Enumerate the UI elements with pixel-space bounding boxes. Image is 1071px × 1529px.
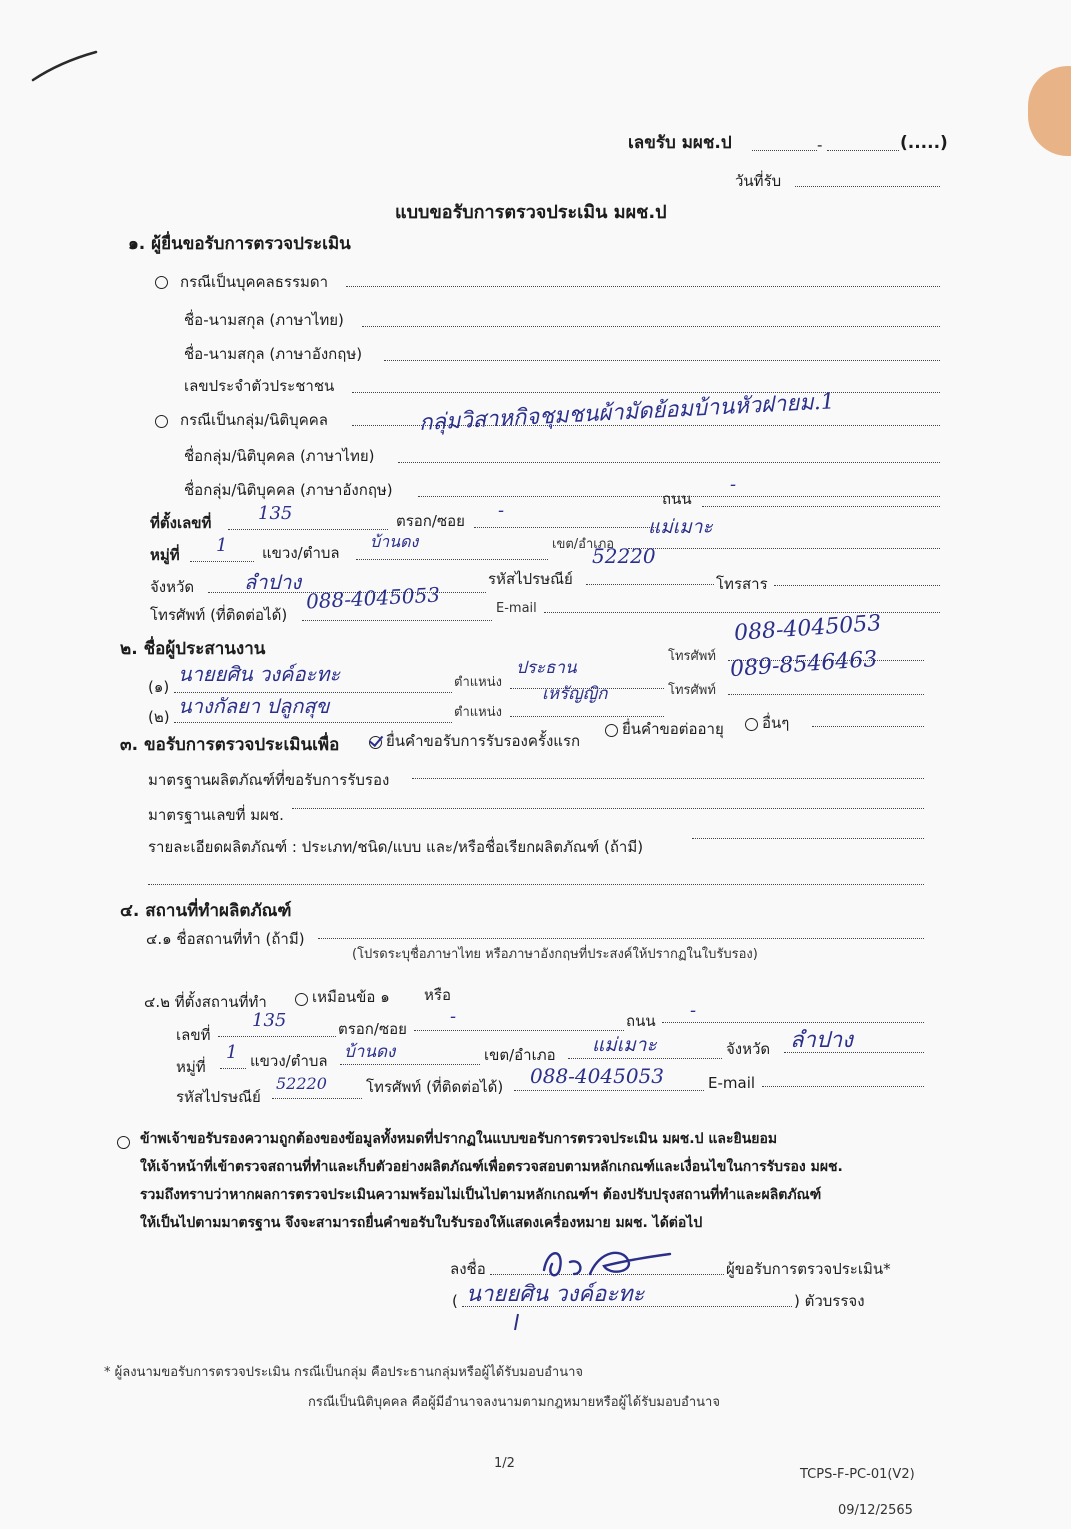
declaration-line-1: ข้าพเจ้าขอรับรองความถูกต้องของข้อมูลทั้งหมดที่ปรากฏในแบบขอรับการตรวจประเมิน มผช.ป และยินยอม — [140, 1131, 778, 1147]
detail-field-extra[interactable] — [148, 884, 924, 885]
phone-value: 088-4045053 — [305, 582, 441, 614]
coord1-position: ประธาน — [516, 658, 577, 678]
loc-moo-value: 1 — [226, 1042, 238, 1063]
group-th-value: กลุ่มวิสาหกิจชุมชนผ้ามัดย้อมบ้านหัวฝายม.1 — [418, 389, 836, 437]
loc-postcode-label: รหัสไปรษณีย์ — [176, 1088, 261, 1106]
received-date-label: วันที่รับ — [735, 172, 782, 190]
section3-heading: ๓. ขอรับการตรวจประเมินเพื่อ — [120, 735, 340, 755]
standard-field[interactable] — [412, 778, 924, 779]
tambon-label: แขวง/ตำบล — [262, 544, 340, 562]
section1-heading: ๑. ผู้ยื่นขอรับการตรวจประเมิน — [128, 234, 351, 254]
coord1-phone-label: โทรศัพท์ — [668, 649, 716, 664]
loc-soi-label: ตรอก/ซอย — [338, 1020, 407, 1038]
sign-open-paren: ( — [452, 1292, 458, 1310]
loc-province-label: จังหวัด — [726, 1040, 771, 1058]
sign-close-paren: ) ตัวบรรจง — [794, 1292, 865, 1310]
loc-tambon-label: แขวง/ตำบล — [250, 1052, 328, 1070]
renewal-label: ยื่นคำขอต่ออายุ — [622, 720, 724, 738]
name-th-field[interactable] — [362, 326, 940, 327]
pen-tick — [512, 1312, 522, 1332]
person-radio[interactable] — [155, 276, 168, 289]
name-en-field[interactable] — [384, 360, 940, 361]
declaration-line-4: ให้เป็นไปตามมาตรฐาน จึงจะสามารถยื่นคำขอรับใบรับรองให้แสดงเครื่องหมาย มผช. ได้ต่อไป — [140, 1215, 703, 1231]
or-label: หรือ — [424, 986, 451, 1004]
other-label: อื่นๆ — [762, 714, 790, 732]
section4-heading: ๔. สถานที่ทำผลิตภัณฑ์ — [120, 901, 292, 921]
address-no-value: 135 — [258, 503, 293, 524]
pen-mark — [30, 48, 100, 88]
soi-label: ตรอก/ซอย — [396, 512, 465, 530]
standard-no-label: มาตรฐานเลขที่ มผช. — [148, 806, 284, 824]
loc-phone-label: โทรศัพท์ (ที่ติดต่อได้) — [366, 1078, 504, 1096]
tambon-value: บ้านดง — [370, 532, 419, 551]
loc-road-value: - — [690, 1000, 697, 1021]
footnote-line-1: * ผู้ลงนามขอรับการตรวจประเมิน กรณีเป็นกลุ่ม คือประธานกลุ่มหรือผู้ได้รับมอบอำนาจ — [104, 1365, 584, 1380]
loc-phone-value: 088-4045053 — [530, 1064, 665, 1088]
sign-label: ลงชื่อ — [450, 1260, 486, 1278]
name-th-label: ชื่อ-นามสกุล (ภาษาไทย) — [184, 311, 344, 329]
coord1-index: (๑) — [148, 678, 170, 696]
loc-moo-label: หมู่ที่ — [176, 1058, 206, 1076]
other-radio[interactable] — [745, 718, 758, 731]
loc-no-label: เลขที่ — [176, 1026, 211, 1044]
amphoe-value: แม่เมาะ — [648, 516, 713, 538]
email-label: E-mail — [496, 601, 537, 616]
loc-province-value: ลำปาง — [790, 1028, 853, 1053]
finger-edge — [1028, 66, 1071, 156]
same-as-radio[interactable] — [295, 993, 308, 1006]
coord2-phone: 089-8546463 — [729, 646, 879, 683]
declaration-line-2: ให้เจ้าหน้าที่เข้าตรวจสถานที่ทำและเก็บตัวอย่างผลิตภัณฑ์เพื่อตรวจสอบตามหลักเกณฑ์และเงื่อนไขในการรับรอง มผช. — [140, 1159, 843, 1175]
loc-road-label: ถนน — [626, 1012, 656, 1030]
detail-label: รายละเอียดผลิตภัณฑ์ : ประเภท/ชนิด/แบบ และ/หรือชื่อเรียกผลิตภัณฑ์ (ถ้ามี) — [148, 838, 644, 856]
person-option-label: กรณีเป็นบุคคลธรรมดา — [180, 273, 329, 291]
group-th-label: ชื่อกลุ่ม/นิติบุคคล (ภาษาไทย) — [184, 447, 375, 465]
province-label: จังหวัด — [150, 578, 195, 596]
same-as-label: เหมือนข้อ ๑ — [312, 988, 390, 1006]
section2-heading: ๒. ชื่อผู้ประสานงาน — [120, 639, 266, 659]
postcode-value: 52220 — [592, 544, 656, 568]
soi-value: - — [498, 500, 505, 521]
page-number: 1/2 — [494, 1456, 515, 1471]
declaration-radio[interactable] — [117, 1136, 130, 1149]
group-en-label: ชื่อกลุ่ม/นิติบุคคล (ภาษาอังกฤษ) — [184, 481, 393, 499]
coord2-position: เหรัญญิก — [542, 684, 608, 704]
coord2-phone-label: โทรศัพท์ — [668, 683, 716, 698]
coord1-phone: 088-4045053 — [733, 610, 883, 647]
detail-field[interactable] — [692, 838, 924, 839]
road-value: - — [730, 474, 737, 495]
signer-name: นายยศิน วงค์อะทะ — [466, 1282, 645, 1307]
name-en-label: ชื่อ-นามสกุล (ภาษาอังกฤษ) — [184, 345, 363, 363]
place-name-field[interactable] — [318, 938, 924, 939]
first-cert-radio[interactable] — [369, 736, 382, 749]
standard-no-field[interactable] — [292, 808, 924, 809]
form-page: เลขรับ มผช.ป - (.....) วันที่รับ แบบขอรับการตรวจประเมิน มผช.ป ๑. ผู้ยื่นขอรับการตรวจประเมิน กรณีเป็นบุคคลธรรมดา ชื่อ-นามสกุล (ภาษาไทย) ชื่อ-นามสกุล (ภาษาอังกฤษ) เลขประจำตัวประชาชน กรณีเป็นกลุ่ม/นิติบุคคล ชื่อกลุ่ม/นิติบุคคล (ภาษาไทย) กลุ่มวิสาหกิจชุมชนผ้ามัดย้อมบ้านหัวฝายม.1 ชื่อกลุ่ม/นิติบุคคล (ภาษาอังกฤษ) ที่ตั้งเลขที่ 135 ตรอก/ซอย - ถนน - หมู่ที่ 1 แขวง/ตำบล บ้านดง เขต/อำเภอ แม่เมาะ จังหวัด ลำปาง รหัสไปรษณีย์ 52220 โทรสาร โทรศัพท์ (ที่ติดต่อได้) 088-4045053 E-mail ๒. ชื่อผู้ประสานงาน (๑) นายยศิน วงค์อะทะ ตำแหน่ง ประธาน โทรศัพท์ 088-4045053 (๒) นางกัลยา ปลูกสุข ตำแหน่ง เหรัญญิก โทรศัพท์ 089-8546463 ๓. ขอรับการตรวจประเมินเพื่อ ยื่นคำขอรับการรับรองครั้งแรก ยื่นคำขอต่ออายุ อื่นๆ มาตรฐานผลิตภัณฑ์ที่ขอรับการรับรอง มาตรฐานเลขที่ มผช. รายละเอียดผลิตภัณฑ์ : ประเภท/ชนิด/แบบ และ/หรือชื่อเรียกผลิตภัณฑ์ (ถ้ามี) ๔. สถานที่ทำผลิตภัณฑ์ ๔.๑ ชื่อสถานที่ทำ (ถ้ามี) (โปรดระบุชื่อภาษาไทย หรือภาษาอังกฤษที่ประสงค์ให้ปรากฏในใบรับรอง) ๔.๒ ที่ตั้งสถานที่ทำ เหมือนข้อ ๑ หรือ เลขที่ 135 ตรอก/ซอย - ถนน - หมู่ที่ 1 แขวง/ตำบล บ้านดง เขต/อำเภอ แม่เมาะ จังหวัด ลำปาง รหัสไปรษณีย์ 52220 โทรศัพท์ (ที่ติดต่อได้) 088-4045053 E-mail ข้าพเจ้าขอรับรองความถูกต้องของข้อมูลทั้งหมดที่ปรากฏในแบบขอรับการตรวจประเมิน มผช.ป และยินยอม ให้เจ้าหน้าที่เข้าตรวจสถานที่ทำและเก็บตัวอย่างผลิตภัณฑ์เพื่อตรวจสอบตามหลักเกณฑ์และเงื่อนไขในการรับรอง มผช. รวมถึงทราบว่าหากผลการตรวจประเมินความพร้อมไม่เป็นไปตามหลักเกณฑ์ฯ ต้องปรับปรุงสถานที่ทำและผลิตภัณฑ์ ให้เป็นไปตามมาตรฐาน จึงจะสามารถยื่นคำขอรับใบรับรองให้แสดงเครื่องหมาย มผช. ได้ต่อไป ลงชื่อ ผู้ขอรับการตรวจประเมิน* ( นายยศิน วงค์อะทะ ) ตัวบรรจง * ผู้ลงนามขอรับการตรวจประเมิน กรณีเป็นกลุ่ม คือประธานกลุ่มหรือผู้ได้รับมอบอำนาจ กรณีเป็นนิติบุคคล คือผู้มีอำนาจลงนามตามกฎหมายหรือผู้ได้รับมอบอำนาจ 1/2 TCPS-F-PC-01(V2) 09/12/2565 — [0, 0, 1071, 1529]
loc-soi-value: - — [450, 1006, 457, 1027]
doc-code: TCPS-F-PC-01(V2) — [800, 1467, 915, 1482]
place-name-note: (โปรดระบุชื่อภาษาไทย หรือภาษาอังกฤษที่ประสงค์ให้ปรากฏในใบรับรอง) — [352, 947, 758, 962]
location-label: ๔.๒ ที่ตั้งสถานที่ทำ — [144, 993, 267, 1011]
address-no-label: ที่ตั้งเลขที่ — [150, 514, 212, 532]
group-option-label: กรณีเป็นกลุ่ม/นิติบุคคล — [180, 411, 328, 429]
loc-amphoe-value: แม่เมาะ — [592, 1034, 657, 1056]
id-label: เลขประจำตัวประชาชน — [184, 377, 335, 395]
receipt-suffix: (.....) — [900, 133, 948, 153]
amphoe-label: เขต/อำเภอ — [552, 537, 615, 552]
first-cert-label: ยื่นคำขอรับการรับรองครั้งแรก — [386, 732, 581, 750]
loc-postcode-value: 52220 — [276, 1074, 327, 1093]
moo-value: 1 — [216, 535, 228, 556]
group-radio[interactable] — [155, 415, 168, 428]
loc-tambon-value: บ้านดง — [344, 1042, 396, 1062]
group-th-field[interactable] — [398, 462, 940, 463]
loc-no-value: 135 — [252, 1010, 287, 1031]
applicant-label: ผู้ขอรับการตรวจประเมิน* — [726, 1260, 891, 1278]
loc-email-label: E-mail — [708, 1074, 756, 1092]
declaration-line-3: รวมถึงทราบว่าหากผลการตรวจประเมินความพร้อมไม่เป็นไปตามหลักเกณฑ์ฯ ต้องปรับปรุงสถานที่ทำและผลิตภัณฑ์ — [140, 1187, 822, 1203]
standard-label: มาตรฐานผลิตภัณฑ์ที่ขอรับการรับรอง — [148, 771, 390, 789]
phone-label: โทรศัพท์ (ที่ติดต่อได้) — [150, 606, 288, 624]
renewal-radio[interactable] — [605, 724, 618, 737]
coord2-index: (๒) — [148, 708, 170, 726]
footnote-line-2: กรณีเป็นนิติบุคคล คือผู้มีอำนาจลงนามตามกฎหมายหรือผู้ได้รับมอบอำนาจ — [308, 1395, 720, 1410]
doc-date: 09/12/2565 — [838, 1503, 913, 1518]
place-name-label: ๔.๑ ชื่อสถานที่ทำ (ถ้ามี) — [146, 930, 305, 948]
coord1-name: นายยศิน วงค์อะทะ — [178, 662, 341, 686]
moo-label: หมู่ที่ — [150, 546, 180, 564]
fax-label: โทรสาร — [716, 575, 768, 593]
form-title: แบบขอรับการตรวจประเมิน มผช.ป — [395, 202, 667, 223]
loc-amphoe-label: เขต/อำเภอ — [484, 1046, 556, 1064]
province-value: ลำปาง — [244, 570, 302, 594]
postcode-label: รหัสไปรษณีย์ — [488, 570, 573, 588]
receipt-label: เลขรับ มผช.ป — [628, 133, 732, 153]
coord2-name: นางกัลยา ปลูกสุข — [178, 694, 330, 718]
coord2-position-label: ตำแหน่ง — [454, 705, 502, 720]
coord1-position-label: ตำแหน่ง — [454, 675, 502, 690]
road-label: ถนน — [662, 490, 692, 508]
